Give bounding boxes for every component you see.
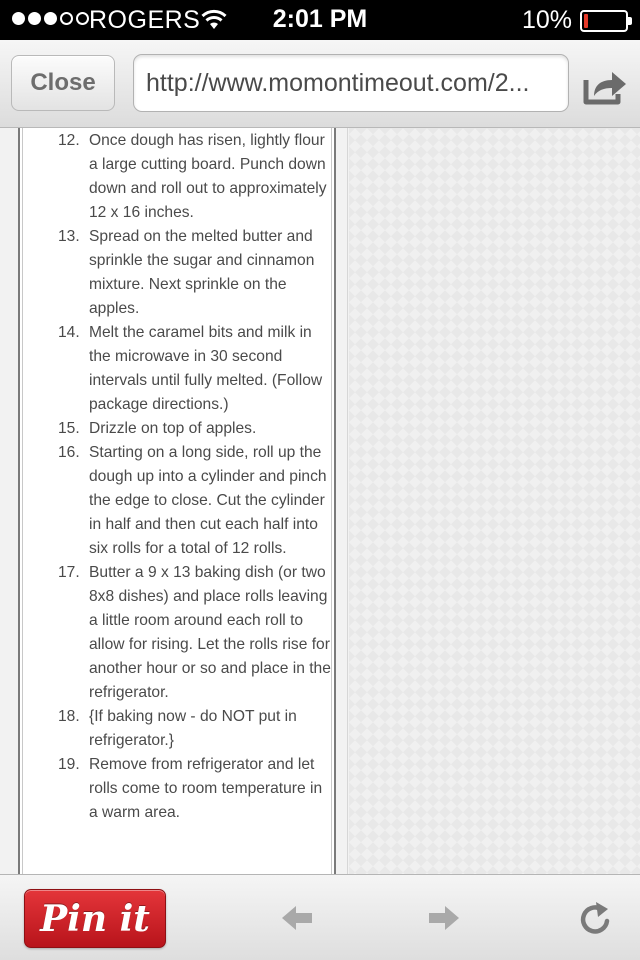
page-background (349, 128, 640, 874)
carrier-name: ROGERS (89, 6, 201, 34)
page-gutter (336, 128, 348, 874)
pin-it-button[interactable]: Pin it (24, 889, 166, 948)
recipe-step (20, 441, 336, 561)
step-number: 16. (58, 444, 80, 461)
recipe-step (20, 129, 336, 225)
url-field[interactable]: http://www.momontimeout.com/2... (133, 54, 569, 112)
close-button[interactable]: Close (11, 55, 115, 111)
back-arrow-icon[interactable] (280, 903, 314, 933)
step-number: 14. (58, 324, 80, 341)
step-text: Starting on a long side, roll up the dough up into a cylinder and pinch the edge to close. Cut the cylinder in half and then cut each half into six rolls for a total of 12 rolls. (89, 444, 327, 557)
step-number: 17. (58, 564, 80, 581)
step-number: 12. (58, 132, 80, 149)
step-number: 18. (58, 708, 80, 725)
reload-icon[interactable] (579, 900, 613, 936)
recipe-steps (20, 129, 336, 825)
recipe-step (20, 417, 336, 441)
step-text: Once dough has risen, lightly flour a large cutting board. Punch down down and roll out to approximately 12 x 16 inches. (89, 132, 327, 221)
web-content[interactable] (0, 128, 640, 874)
bottom-toolbar (0, 874, 640, 960)
recipe-step (20, 705, 336, 753)
step-text: Butter a 9 x 13 baking dish (or two 8x8 dishes) and place rolls leaving a little room around each roll to allow for rising. Let the rolls rise for another hour or so and place in the refrigerator. (89, 564, 331, 701)
step-text: Remove from refrigerator and let rolls come to room temperature in a warm area. (89, 756, 323, 821)
battery-level (584, 14, 588, 28)
browser-toolbar (0, 40, 640, 128)
share-arrow-icon[interactable] (582, 66, 628, 106)
step-text: Drizzle on top of apples. (89, 420, 257, 437)
step-text: Melt the caramel bits and milk in the microwave in 30 second intervals until fully melted. (Follow package directions.) (89, 324, 323, 413)
recipe-article (18, 128, 336, 874)
status-bar (0, 0, 640, 40)
recipe-step (20, 225, 336, 321)
forward-arrow-icon[interactable] (427, 903, 461, 933)
battery-percentage: 10% (521, 6, 572, 34)
step-text: Spread on the melted butter and sprinkle the sugar and cinnamon mixture. Next sprinkle on the apples. (89, 228, 315, 317)
battery-icon (580, 10, 628, 32)
recipe-step (20, 753, 336, 825)
recipe-step (20, 321, 336, 417)
step-number: 15. (58, 420, 80, 437)
clock: 2:01 PM (272, 5, 368, 33)
recipe-step (20, 561, 336, 705)
step-number: 19. (58, 756, 80, 773)
step-number: 13. (58, 228, 80, 245)
step-text: {If baking now - do NOT put in refrigerator.} (89, 708, 297, 749)
